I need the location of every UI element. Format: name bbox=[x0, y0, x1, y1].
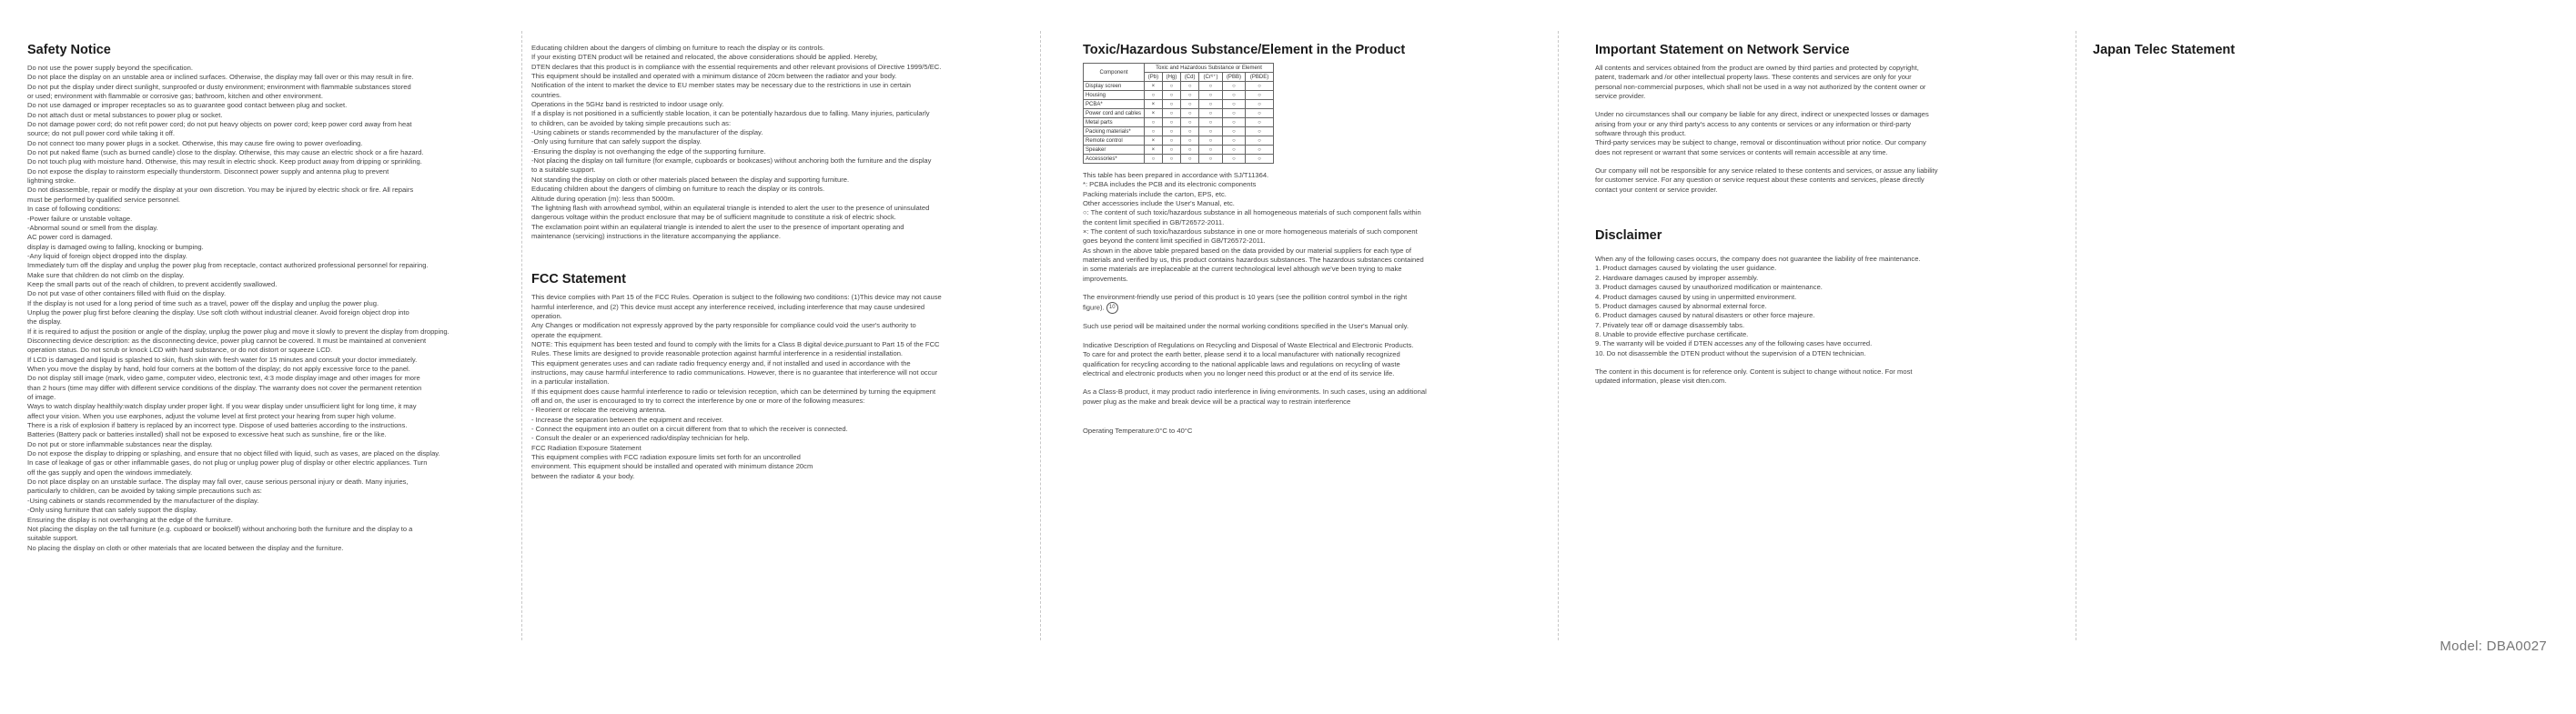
toxic-note-line: Packing materials include the carton, EPS, etc. bbox=[1083, 189, 1227, 198]
table-cell: ○ bbox=[1162, 100, 1180, 109]
recycling-line: To care for and protect the earth better, please send it to a local manufacturer with nationally recognized bbox=[1083, 350, 1400, 359]
table-row bbox=[1084, 146, 1274, 155]
recycling-description bbox=[1083, 341, 1556, 378]
efup-line-1: The environment-friendly use period of this product is 10 years (see the pollition control symbol in the right bbox=[1083, 293, 1408, 302]
fcc-line: harmful interference, and (2) This device must accept any interference received, including interference that may cause undesired bbox=[531, 302, 925, 311]
table-row bbox=[1084, 91, 1274, 100]
safety-line: In case of following conditions: bbox=[27, 205, 121, 214]
table-row bbox=[1084, 82, 1274, 91]
japan-telec-title: Japan Telec Statement bbox=[2093, 43, 2236, 57]
fcc-line: - Consult the dealer or an experienced radio/display technician for help. bbox=[531, 434, 750, 443]
disclaimer-intro: When any of the following cases occurs, the company does not guarantee the liability of free maintenance. bbox=[1595, 255, 1921, 264]
network-line: software through this product. bbox=[1595, 129, 1687, 138]
fcc-line: This device complies with Part 15 of the FCC Rules. Operation is subject to the following two conditions: (1)This device may not cause bbox=[531, 293, 942, 302]
safety-line: Immediately turn off the display and unplug the power plug from receptacle, contact authorized professional personnel for repairing. bbox=[27, 261, 429, 270]
toxic-substance-section bbox=[1083, 43, 1556, 713]
safety-line: Ensuring the display is not overhanging at the edge of the furniture. bbox=[27, 515, 233, 524]
efup-line-2: figure). bbox=[1083, 303, 1105, 312]
substance-column-header: (PBB) bbox=[1222, 73, 1245, 82]
table-row bbox=[1084, 100, 1274, 109]
table-cell: ○ bbox=[1199, 146, 1222, 155]
safety-continued-line: -Using cabinets or stands recommended by the manufacturer of the display. bbox=[531, 128, 763, 137]
recycling-line: Indicative Description of Regulations on Recycling and Disposal of Waste Electrical and Electronic Products. bbox=[1083, 340, 1414, 349]
safety-continued-line: If a display is not positioned in a sufficiently stable location, it can be potentially hazardous due to falling. Many injuries, particularly bbox=[531, 109, 930, 118]
safety-line: display is damaged owing to falling, knocking or bumping. bbox=[27, 242, 204, 251]
class-b-line: power plug as the make and break device will be a practical way to restrain interference bbox=[1083, 397, 1351, 406]
fcc-line: - Reorient or relocate the receiving antenna. bbox=[531, 406, 667, 415]
safety-line: source; do not pull power cord while taking it off. bbox=[27, 129, 175, 138]
table-cell: ○ bbox=[1222, 146, 1245, 155]
toxic-note-line: improvements. bbox=[1083, 274, 1128, 283]
safety-line: off the gas supply and open the windows immediately. bbox=[27, 468, 193, 477]
safety-continued-line: -Only using furniture that can safely support the display. bbox=[531, 137, 702, 146]
table-cell: ○ bbox=[1181, 82, 1199, 91]
table-cell: ○ bbox=[1162, 127, 1180, 136]
fcc-line: operation. bbox=[531, 311, 562, 320]
fcc-line: NOTE: This equipment has been tested and found to comply with the limits for a Class B digital device,pursuant to Part 15 of the FCC bbox=[531, 339, 940, 348]
toxic-table-notes bbox=[1083, 171, 1556, 284]
safety-line: -Abnormal sound or smell from the display. bbox=[27, 223, 158, 232]
disclaimer-item: 4. Product damages caused by using in unpermitted environment. bbox=[1595, 292, 1797, 301]
safety-line: Unplug the power plug first before cleaning the display. Use soft cloth without industrial cleaner. Avoid foreign object drop into bbox=[27, 307, 409, 317]
table-cell: ○ bbox=[1145, 155, 1163, 164]
safety-line: Do not expose the display to rainstorm especially thunderstorm. Disconnect power supply and antenna plug to prevent bbox=[27, 166, 389, 176]
safety-line: -Any liquid of foreign object dropped into the display. bbox=[27, 251, 187, 260]
safety-continued-line: The exclamation point within an equilateral triangle is intended to alert the user to the presence of important operating and bbox=[531, 222, 904, 231]
fcc-statement-title: FCC Statement bbox=[531, 272, 626, 287]
table-cell: ○ bbox=[1199, 91, 1222, 100]
safety-continued-line: to a suitable support. bbox=[531, 166, 596, 175]
environment-use-period bbox=[1083, 293, 1556, 314]
table-cell: ○ bbox=[1181, 118, 1199, 127]
network-service-section bbox=[1595, 43, 2068, 713]
table-cell: ○ bbox=[1222, 155, 1245, 164]
network-line: Our company will not be responsible for any service related to these contents and services, or assue any liability bbox=[1595, 166, 1938, 176]
safety-line: Not placing the display on the tall furniture (e.g. cupboard or bookself) without anchoring both the furniture and the display to a bbox=[27, 524, 413, 533]
fcc-line: between the radiator & your body. bbox=[531, 471, 635, 480]
table-cell: ○ bbox=[1222, 127, 1245, 136]
safety-line: must be performed by qualified service personnel. bbox=[27, 195, 180, 204]
table-cell: ○ bbox=[1222, 91, 1245, 100]
hazardous-substance-table bbox=[1083, 63, 1274, 164]
safety-line: Do not place display on an unstable surface. The display may fall over, cause serious personal injury or death. Many injuries, bbox=[27, 478, 409, 487]
table-cell: ○ bbox=[1162, 109, 1180, 118]
fcc-line: instructions, may cause harmful interference to radio communications. However, there is no guarantee that interference will not occur bbox=[531, 367, 938, 377]
toxic-note-line: ○: The content of such toxic/hazardous substance in all homogeneous materials of such component falls within bbox=[1083, 208, 1421, 217]
column-divider-1 bbox=[521, 31, 522, 640]
table-cell: ○ bbox=[1246, 127, 1274, 136]
fcc-statement-body bbox=[531, 293, 1006, 481]
safety-continued-line: This equipment should be installed and operated with a minimum distance of 20cm between the radiator and your body. bbox=[531, 72, 897, 81]
safety-line: suitable support. bbox=[27, 534, 78, 543]
table-cell: ○ bbox=[1199, 136, 1222, 146]
safety-line: If LCD is damaged and liquid is splashed to skin, flush skin with fresh water for 15 minutes and consult your doctor immediately. bbox=[27, 355, 418, 364]
toxic-note-line: This table has been prepared in accordance with SJ/T11364. bbox=[1083, 171, 1269, 179]
safety-line: lightning stroke. bbox=[27, 176, 76, 186]
disclaimer-outro bbox=[1595, 367, 2068, 387]
substance-column-header: (Cr⁶⁺) bbox=[1199, 73, 1222, 82]
network-line: Third-party services may be subject to change, removal or discontinuation without prior notice. Our company bbox=[1595, 138, 1926, 147]
table-cell: ○ bbox=[1199, 127, 1222, 136]
table-cell: ○ bbox=[1199, 118, 1222, 127]
disclaimer-outro-line: The content in this document is for reference only. Content is subject to change without notice. For most bbox=[1595, 367, 1913, 376]
toxic-note-line: the content limit specified in GB/T26572-2011. bbox=[1083, 217, 1225, 226]
table-cell: ○ bbox=[1246, 146, 1274, 155]
table-cell: ○ bbox=[1181, 136, 1199, 146]
safety-line: or used; environment with flammable or corrosive gas; bathroom, kitchen and other environment. bbox=[27, 92, 324, 101]
toxic-note-line: in some materials are irreplaceable at the current technological level although we've been trying to make bbox=[1083, 265, 1402, 274]
safety-line: Do not expose the display to dripping or splashing, and ensure that no object filled with liquid, such as vases, are placed on the display. bbox=[27, 449, 440, 458]
safety-line: -Using cabinets or stands recommended by the manufacturer of the display. bbox=[27, 496, 259, 505]
safety-line: -Only using furniture that can safely support the display. bbox=[27, 506, 197, 515]
disclaimer-item: 9. The warranty will be voided if DTEN accesses any of the following cases have occurred. bbox=[1595, 339, 1873, 348]
fcc-line: Any Changes or modification not expressly approved by the party responsible for compliance could void the user's authority to bbox=[531, 321, 916, 330]
column-divider-2 bbox=[1040, 31, 1041, 640]
safety-continued-line: If your existing DTEN product will be retained and relocated, the above considerations should be applied. Hereby, bbox=[531, 53, 878, 62]
table-cell: ○ bbox=[1162, 155, 1180, 164]
table-cell: × bbox=[1145, 146, 1163, 155]
safety-line: There is a risk of explosion if battery is replaced by an incorrect type. Dispose of used batteries according to the instructions. bbox=[27, 421, 408, 430]
fcc-line: operate the equipment. bbox=[531, 330, 603, 339]
table-cell: ○ bbox=[1145, 118, 1163, 127]
substance-column-header: (Cd) bbox=[1181, 73, 1199, 82]
table-cell: ○ bbox=[1246, 109, 1274, 118]
safety-line: Do not put naked flame (such as burned candle) close to the display. Otherwise, this may cause an electric shock or a fire hazard. bbox=[27, 148, 424, 157]
safety-line: -Power failure or unstable voltage. bbox=[27, 214, 133, 223]
network-line: Under no circumstances shall our company be liable for any direct, indirect or unexpected losses or damages bbox=[1595, 110, 1929, 119]
fcc-line: Rules. These limits are designed to provide reasonable protection against harmful interference in a residential installation. bbox=[531, 349, 904, 358]
table-row bbox=[1084, 155, 1274, 164]
component-name: Speaker bbox=[1084, 146, 1145, 155]
network-line: service provider. bbox=[1595, 92, 1646, 101]
disclaimer-list bbox=[1595, 264, 2068, 357]
safety-notice-section bbox=[27, 43, 511, 713]
safety-continued-body bbox=[531, 44, 1006, 241]
disclaimer-item: 10. Do not disassemble the DTEN product without the supervision of a DTEN technician. bbox=[1595, 348, 1866, 357]
component-name: Housing bbox=[1084, 91, 1145, 100]
safety-continued-line: Educating children about the dangers of climbing on furniture to reach the display or its controls. bbox=[531, 185, 825, 194]
table-cell: ○ bbox=[1162, 118, 1180, 127]
network-line: contact your content or service provider. bbox=[1595, 185, 1718, 194]
table-cell: × bbox=[1145, 82, 1163, 91]
fcc-line: off and on, the user is encouraged to try to correct the interference by one or more of the following measures: bbox=[531, 397, 865, 405]
disclaimer-item: 7. Privately tear off or damage disassembly tabs. bbox=[1595, 320, 1745, 329]
table-cell: × bbox=[1145, 109, 1163, 118]
fcc-line: FCC Radiation Exposure Statement bbox=[531, 443, 641, 452]
component-name: Remote control bbox=[1084, 136, 1145, 146]
safety-line: Do not use damaged or improper receptacles so as to guarantee good contact between plug and socket. bbox=[27, 101, 348, 110]
toxic-note-line: materials and verified by us, this product contains hazardous substances. The hazardous substances contained bbox=[1083, 256, 1424, 265]
fcc-line: If this equipment does cause harmful interference to radio or television reception, which can be determined by turning the equipment bbox=[531, 387, 936, 396]
disclaimer-item: 1. Product damages caused by violating the user guidance. bbox=[1595, 264, 1777, 273]
safety-continued-line: countries. bbox=[531, 90, 561, 99]
table-row bbox=[1084, 109, 1274, 118]
component-name: Metal parts bbox=[1084, 118, 1145, 127]
safety-line: If it is required to adjust the position or angle of the display, unplug the power plug and move it slowly to prevent the display from dropping. bbox=[27, 327, 450, 336]
table-cell: ○ bbox=[1199, 155, 1222, 164]
disclaimer-item: 8. Unable to provide effective purchase certificate. bbox=[1595, 329, 1749, 338]
safety-line: Keep the small parts out of the reach of children, to prevent accidently swallowed. bbox=[27, 279, 278, 288]
substance-column-header: (Hg) bbox=[1162, 73, 1180, 82]
disclaimer-item: 3. Product damages caused by unauthorized modification or maintenance. bbox=[1595, 283, 1823, 292]
safety-continued-line: -Not placing the display on tall furniture (for example, cupboards or bookcases) without anchoring both the furniture and the display bbox=[531, 156, 932, 166]
safety-line: Do not connect too many power plugs in a socket. Otherwise, this may cause fire owing to power overloading. bbox=[27, 138, 363, 147]
table-cell: ○ bbox=[1246, 82, 1274, 91]
table-cell: ○ bbox=[1181, 146, 1199, 155]
disclaimer-item: 2. Hardware damages caused by improper assembly. bbox=[1595, 273, 1759, 282]
network-line: All contents and services obtained from the product are owned by third parties and protected by copyright, bbox=[1595, 64, 1919, 72]
table-cell: ○ bbox=[1199, 109, 1222, 118]
safety-continued-line: maintenance (servicing) instructions in the literature accompanying the appliance. bbox=[531, 231, 781, 240]
table-cell: ○ bbox=[1181, 91, 1199, 100]
fcc-line: - Connect the equipment into an outlet on a circuit different from that to which the receiver is connected. bbox=[531, 425, 848, 434]
model-number: Model: DBA0027 bbox=[2440, 639, 2547, 654]
safety-line: operation status. Do not scrub or knock LCD with hard substance, or do not distort or squeeze LCD. bbox=[27, 346, 333, 355]
table-cell: ○ bbox=[1246, 136, 1274, 146]
safety-line: of image. bbox=[27, 393, 56, 402]
pollution-control-icon: 10 bbox=[1106, 302, 1118, 314]
component-name: Power cord and cables bbox=[1084, 109, 1145, 118]
table-cell: ○ bbox=[1181, 155, 1199, 164]
safety-line: Do not attach dust or metal substances to power plug or socket. bbox=[27, 110, 223, 119]
network-line: personal non-commercial purposes, which shall not be used in a way not authorized by the content owner or bbox=[1595, 82, 1926, 91]
table-row bbox=[1084, 118, 1274, 127]
safety-line: Do not damage power cord; do not refit power cord; do not put heavy objects on power cord; keep power cord away from heat bbox=[27, 120, 412, 129]
safety-line: AC power cord is damaged. bbox=[27, 233, 113, 242]
substance-group-header: Toxic and Hazardous Substance or Element bbox=[1145, 64, 1274, 73]
table-cell: × bbox=[1145, 100, 1163, 109]
table-cell: ○ bbox=[1199, 100, 1222, 109]
table-cell: ○ bbox=[1162, 146, 1180, 155]
disclaimer-outro-line: updated information, please visit dten.com. bbox=[1595, 377, 1727, 386]
table-cell: ○ bbox=[1246, 100, 1274, 109]
disclaimer-item: 5. Product damages caused by abnormal external force. bbox=[1595, 301, 1767, 310]
operating-temperature: Operating Temperature:0°C to 40°C bbox=[1083, 426, 1193, 435]
safety-continued-line: Educating children about the dangers of climbing on furniture to reach the display or its controls. bbox=[531, 44, 825, 52]
safety-line: Do not touch plug with moisture hand. Otherwise, this may result in electric shock. Keep product away from dripping or sprinkling. bbox=[27, 157, 422, 166]
safety-line: Batteries (Battery pack or batteries installed) shall not be exposed to excessive heat such as sunshine, fire or the like. bbox=[27, 430, 387, 439]
safety-continued-line: -Ensuring the display is not overhanging the edge of the supporting furniture. bbox=[531, 146, 766, 156]
toxic-note-line: As shown in the above table prepared based on the data provided by our material suppliers for each type of bbox=[1083, 246, 1411, 255]
fcc-line: environment. This equipment should be installed and operated with minimum distance 20cm bbox=[531, 462, 813, 471]
component-name: Display screen bbox=[1084, 82, 1145, 91]
recycling-line: electrical and electronic products when you no longer need this product or at the end of its service life. bbox=[1083, 368, 1395, 377]
safety-continued-section bbox=[531, 44, 1006, 714]
safety-line: No placing the display on cloth or other materials that are located between the display and the furniture. bbox=[27, 543, 344, 552]
safety-continued-line: Notification of the intent to market the device to EU member states may be necessary due to the restrictions in use in certain bbox=[531, 81, 912, 90]
class-b-line: As a Class-B product, it may product radio interference in living environments. In such cases, using an additional bbox=[1083, 387, 1427, 397]
network-line: arising from your or any third party's access to any contents or services or any information or third-party bbox=[1595, 119, 1912, 128]
safety-line: Ways to watch display healthily:watch display under proper light. If you wear display under unsufficient light for long time, it may bbox=[27, 402, 417, 411]
toxic-note-line: Other accessories include the User's Manual, etc. bbox=[1083, 199, 1235, 208]
safety-continued-line: Operations in the 5GHz band is restricted to indoor usage only. bbox=[531, 100, 724, 109]
table-row bbox=[1084, 136, 1274, 146]
fcc-line: This equipment generates uses and can radiate radio frequency energy and, if not installed and used in accordance with the bbox=[531, 358, 911, 367]
table-cell: ○ bbox=[1162, 82, 1180, 91]
network-line: patent, trademark and /or other intellectual property laws. These contents and services are only for your bbox=[1595, 73, 1912, 82]
network-paragraph-2 bbox=[1595, 110, 2068, 157]
safety-continued-line: DTEN declares that this product is in compliance with the essential requirements and other relevant provisions of Directive 1999/5/EC. bbox=[531, 62, 942, 71]
safety-line: Do not use the power supply beyond the specification. bbox=[27, 64, 193, 72]
component-name: Packing materials* bbox=[1084, 127, 1145, 136]
recycling-line: qualification for recycling according to the national applicable laws and regulations on recycling of waste bbox=[1083, 359, 1400, 368]
component-name: Accessories* bbox=[1084, 155, 1145, 164]
use-period-paragraph: Such use period will be maitained under the normal working conditions specified in the User's Manual only. bbox=[1083, 322, 1409, 331]
network-line: for customer service. For any question or service request about these contents and services, please directly bbox=[1595, 176, 1924, 185]
component-header: Component bbox=[1084, 64, 1145, 82]
table-cell: ○ bbox=[1222, 118, 1245, 127]
safety-line: Do not put the display under direct sunlight, sunproofed or dusty environment; environment with flammable substances stored bbox=[27, 82, 411, 91]
safety-continued-line: dangerous voltage within the product enclosure that may be of sufficient magnitude to constitute a risk of electric shock. bbox=[531, 213, 896, 222]
japan-telec-section bbox=[2093, 43, 2548, 713]
safety-notice-body bbox=[27, 64, 511, 553]
safety-continued-line: Not standing the display on cloth or other materials placed between the display and supporting furniture. bbox=[531, 175, 850, 184]
table-cell: ○ bbox=[1181, 100, 1199, 109]
safety-continued-line: The lightning flash with arrowhead symbol, within an equilateral triangle is intended to alert the user to the presence of uninsulated bbox=[531, 203, 930, 212]
toxic-note-line: ×: The content of such toxic/hazardous substance in one or more homogeneous materials of such component bbox=[1083, 227, 1418, 236]
table-cell: × bbox=[1145, 136, 1163, 146]
safety-line: Make sure that children do not climb on the display. bbox=[27, 270, 185, 279]
safety-continued-line: to children, can be avoided by taking simple precautions such as: bbox=[531, 118, 732, 127]
safety-line: Do not put or store inflammable substances near the display. bbox=[27, 439, 213, 448]
table-cell: ○ bbox=[1246, 118, 1274, 127]
table-cell: ○ bbox=[1246, 91, 1274, 100]
safety-line: In case of leakage of gas or other inflammable gases, do not plug or unplug power plug of display or other electric appliances. Turn bbox=[27, 458, 428, 468]
safety-line: Do not place the display on an unstable area or inclined surfaces. Otherwise, the display may fall over or this may result in fire. bbox=[27, 73, 414, 82]
safety-line: When you move the display by hand, hold four corners at the bottom of the display; do not apply excessive force to the panel. bbox=[27, 365, 410, 373]
safety-line: If the display is not used for a long period of time such as a travel, power off the display and unplug the power plug. bbox=[27, 298, 379, 307]
table-cell: ○ bbox=[1181, 109, 1199, 118]
safety-line: Do not display still image (mark, video game, computer video, electronic text, 4:3 mode display image and other images for more bbox=[27, 374, 420, 383]
component-name: PCBA* bbox=[1084, 100, 1145, 109]
table-cell: ○ bbox=[1199, 82, 1222, 91]
substance-column-header: (PBDE) bbox=[1246, 73, 1274, 82]
network-service-title: Important Statement on Network Service bbox=[1595, 43, 1850, 57]
fcc-line: - Increase the separation between the equipment and receiver. bbox=[531, 415, 723, 424]
table-cell: ○ bbox=[1162, 91, 1180, 100]
table-cell: ○ bbox=[1145, 127, 1163, 136]
substance-column-header: (Pb) bbox=[1145, 73, 1163, 82]
table-cell: ○ bbox=[1222, 82, 1245, 91]
safety-line: Disconnecting device description: as the disconnecting device, power plug cannot be covered. It must be maintained at convenient bbox=[27, 336, 427, 345]
table-cell: ○ bbox=[1145, 91, 1163, 100]
toxic-note-line: goes beyond the content limit specified in GB/T26572-2011. bbox=[1083, 236, 1266, 246]
table-cell: ○ bbox=[1246, 155, 1274, 164]
toxic-substance-title: Toxic/Hazardous Substance/Element in the Product bbox=[1083, 43, 1406, 57]
safety-line: the display. bbox=[27, 317, 62, 327]
safety-line: Do not disassemble, repair or modify the display at your own discretion. You may be injured by electric shock or fire. All repairs bbox=[27, 186, 414, 195]
table-row bbox=[1084, 127, 1274, 136]
table-cell: ○ bbox=[1222, 136, 1245, 146]
table-cell: ○ bbox=[1162, 136, 1180, 146]
network-paragraph-3 bbox=[1595, 166, 2068, 195]
table-cell: ○ bbox=[1181, 127, 1199, 136]
fcc-line: in a particular installation. bbox=[531, 377, 610, 387]
table-cell: ○ bbox=[1222, 109, 1245, 118]
network-line: does not represent or warrant that some services or contents will remain accessible at any time. bbox=[1595, 147, 1888, 156]
toxic-note-line: *: PCBA includes the PCB and its electronic components bbox=[1083, 180, 1257, 189]
disclaimer-item: 6. Product damages caused by natural disasters or other force majeure. bbox=[1595, 311, 1815, 320]
safety-continued-line: Altitude during operation (m): less than 5000m. bbox=[531, 194, 675, 203]
safety-line: affect your vision. When you use earphones, adjust the volume level at first protect your hearing from super high volume. bbox=[27, 411, 397, 420]
table-cell: ○ bbox=[1222, 100, 1245, 109]
safety-line: than 2 hours (time may differ with different service conditions of the display. The warranty does not cover the permanent retention bbox=[27, 383, 422, 392]
column-divider-3 bbox=[1558, 31, 1559, 640]
safety-line: particularly to children, can be avoided by taking simple precautions such as: bbox=[27, 487, 262, 496]
network-paragraph-1 bbox=[1595, 64, 2068, 101]
fcc-line: This equipment complies with FCC radiation exposure limits set forth for an uncontrolled bbox=[531, 453, 801, 462]
safety-notice-title: Safety Notice bbox=[27, 43, 111, 57]
class-b-notice bbox=[1083, 387, 1556, 407]
disclaimer-title: Disclaimer bbox=[1595, 228, 1662, 244]
safety-line: Do not put vase of other containers filled with fluid on the display. bbox=[27, 289, 227, 298]
